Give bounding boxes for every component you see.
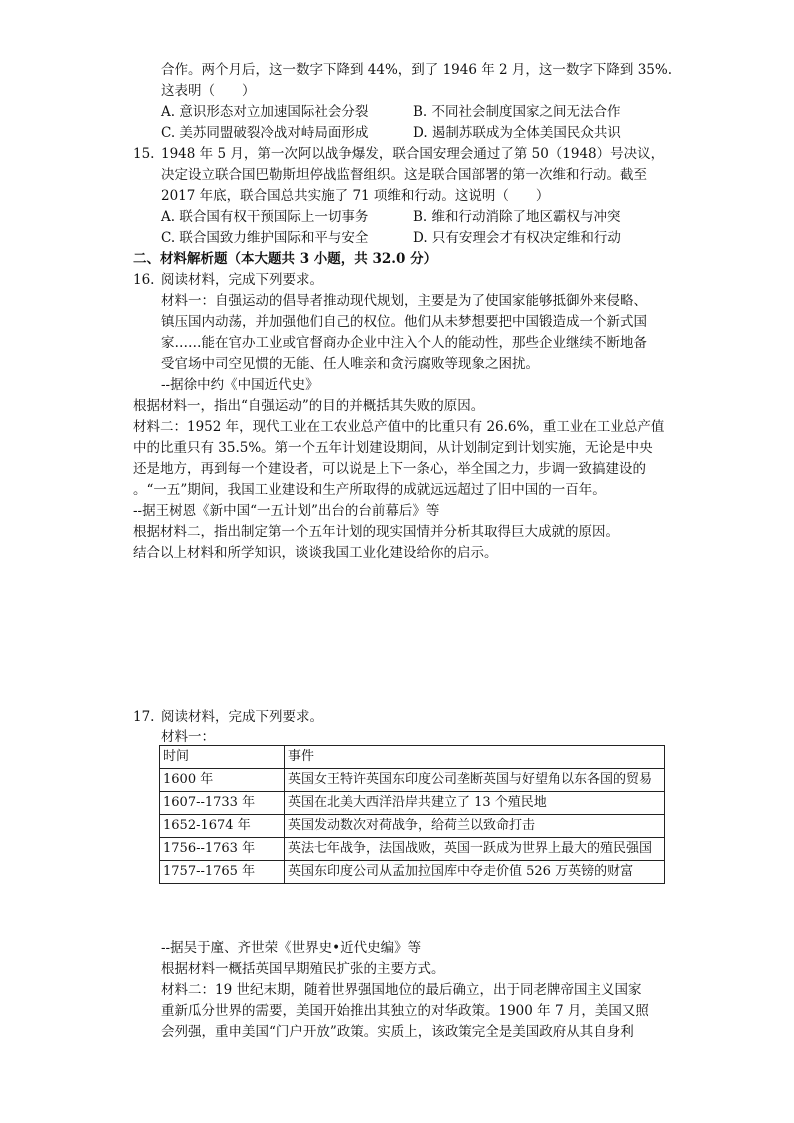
q17-question-1: 根据材料一概括英国早期殖民扩张的主要方式。: [161, 961, 445, 977]
table-row: [160, 815, 665, 838]
table-cell-event: 英国女王特许英国东印度公司垄断英国与好望角以东各国的贸易: [285, 769, 665, 792]
q16-number: 16.: [133, 272, 155, 288]
q17-material1-source: --据吴于廑、齐世荣《世界史•近代史编》等: [161, 940, 422, 956]
q14-option-d: D. 遏制苏联成为全体美国民众共识: [413, 125, 621, 141]
q16-intro: 阅读材料，完成下列要求。: [161, 272, 323, 288]
table-row: [160, 792, 665, 815]
q17-material1-label: 材料一：: [161, 729, 215, 745]
q16-material2-line-3: 还是地方，再到每一个建设者，可以说是上下一条心，举全国之力，步调一致搞建设的: [133, 461, 646, 477]
q16-material2-source: --据王树恩《新中国“一五计划”出台的台前幕后》等: [133, 503, 440, 519]
q16-material1-line-4: 受官场中司空见惯的无能、任人唯亲和贪污腐败等现象之困扰。: [161, 356, 539, 372]
table-cell-event: 英国东印度公司从孟加拉国库中夺走价值 526 万英镑的财富: [285, 861, 665, 884]
table-cell-time: 1607--1733 年: [160, 792, 285, 815]
q15-number: 15.: [133, 146, 155, 162]
q16-question-2: 根据材料二，指出制定第一个五年计划的现实国情并分析其取得巨大成就的原因。: [133, 524, 619, 540]
table-cell-event: 英法七年战争，法国战败，英国一跃成为世界上最大的殖民强国: [285, 838, 665, 861]
table-cell-time: 1756--1763 年: [160, 838, 285, 861]
table-cell-time: 1652-1674 年: [160, 815, 285, 838]
q14-option-a: A. 意识形态对立加速国际社会分裂: [161, 104, 369, 120]
table-row: [160, 769, 665, 792]
q14-stem-line-2: 这表明（ ）: [161, 83, 256, 99]
q16-material1-line-1: 材料一：自强运动的倡导者推动现代规划，主要是为了使国家能够抵御外来侵略、: [161, 293, 647, 309]
q17-number: 17.: [133, 709, 155, 725]
q16-material1-line-2: 镇压国内动荡，并加强他们自己的权位。他们从未梦想要把中国锻造成一个新式国: [161, 314, 647, 330]
q17-material2-line-3: 会列强，重申美国“门户开放”政策。实质上，该政策完全是美国政府从其自身利: [161, 1024, 634, 1040]
q16-material2-line-4: 。“一五”期间，我国工业建设和生产所取得的成就远远超过了旧中国的一百年。: [133, 482, 606, 498]
table-cell-event: 英国在北美大西洋沿岸共建立了 13 个殖民地: [285, 792, 665, 815]
q14-stem-line-1: 合作。两个月后，这一数字下降到 44%，到了 1946 年 2 月，这一数字下降到 35%.: [161, 62, 672, 78]
table-row: [160, 861, 665, 884]
q17-material2-line-1: 材料二：19 世纪末期，随着世界强国地位的最后确立，出于同老牌帝国主义国家: [161, 982, 642, 998]
q14-option-b: B. 不同社会制度国家之间无法合作: [413, 104, 621, 120]
colonial-expansion-table: [159, 745, 665, 884]
q16-material2-line-1: 材料二：1952 年，现代工业在工农业总产值中的比重只有 26.6%，重工业在工业总产值: [133, 419, 665, 435]
q14-option-c: C. 美苏同盟破裂冷战对峙局面形成: [161, 125, 369, 141]
table-header-event: 事件: [285, 746, 665, 769]
q15-stem-line-3: 2017 年底，联合国总共实施了 71 项维和行动。这说明（ ）: [161, 188, 550, 204]
q17-intro: 阅读材料，完成下列要求。: [161, 709, 323, 725]
q15-option-d: D. 只有安理会才有权决定维和行动: [413, 230, 621, 246]
q15-stem-line-2: 决定设立联合国巴勒斯坦停战监督组织。这是联合国部署的第一次维和行动。截至: [161, 167, 647, 183]
q17-material2-line-2: 重新瓜分世界的需要，美国开始推出其独立的对华政策。1900 年 7 月，美国又照: [161, 1003, 649, 1019]
q16-question-1: 根据材料一，指出“自强运动”的目的并概括其失败的原因。: [133, 398, 485, 414]
table-row: [160, 838, 665, 861]
q16-material1-line-3: 家……能在官办工业或官督商办企业中注入个人的能动性，那些企业继续不断地备: [161, 335, 647, 351]
table-header-time: 时间: [160, 746, 285, 769]
section-heading: 二、材料解析题（本大题共 3 小题，共 32.0 分）: [133, 251, 438, 267]
q15-option-b: B. 维和行动消除了地区霸权与冲突: [413, 209, 621, 225]
table-cell-event: 英国发动数次对荷战争，给荷兰以致命打击: [285, 815, 665, 838]
table-cell-time: 1757--1765 年: [160, 861, 285, 884]
q16-question-3: 结合以上材料和所学知识，谈谈我国工业化建设给你的启示。: [133, 545, 498, 561]
q15-stem-line-1: 1948 年 5 月，第一次阿以战争爆发，联合国安理会通过了第 50（1948）号决议，: [161, 146, 665, 162]
q16-material2-line-2: 中的比重只有 35.5%。第一个五年计划建设期间，从计划制定到计划实施，无论是中央: [133, 440, 653, 456]
table-header-row: [160, 746, 665, 769]
q16-material1-source: --据徐中约《中国近代史》: [161, 377, 319, 393]
q15-option-c: C. 联合国致力维护国际和平与安全: [161, 230, 369, 246]
table-cell-time: 1600 年: [160, 769, 285, 792]
q15-option-a: A. 联合国有权干预国际上一切事务: [161, 209, 369, 225]
